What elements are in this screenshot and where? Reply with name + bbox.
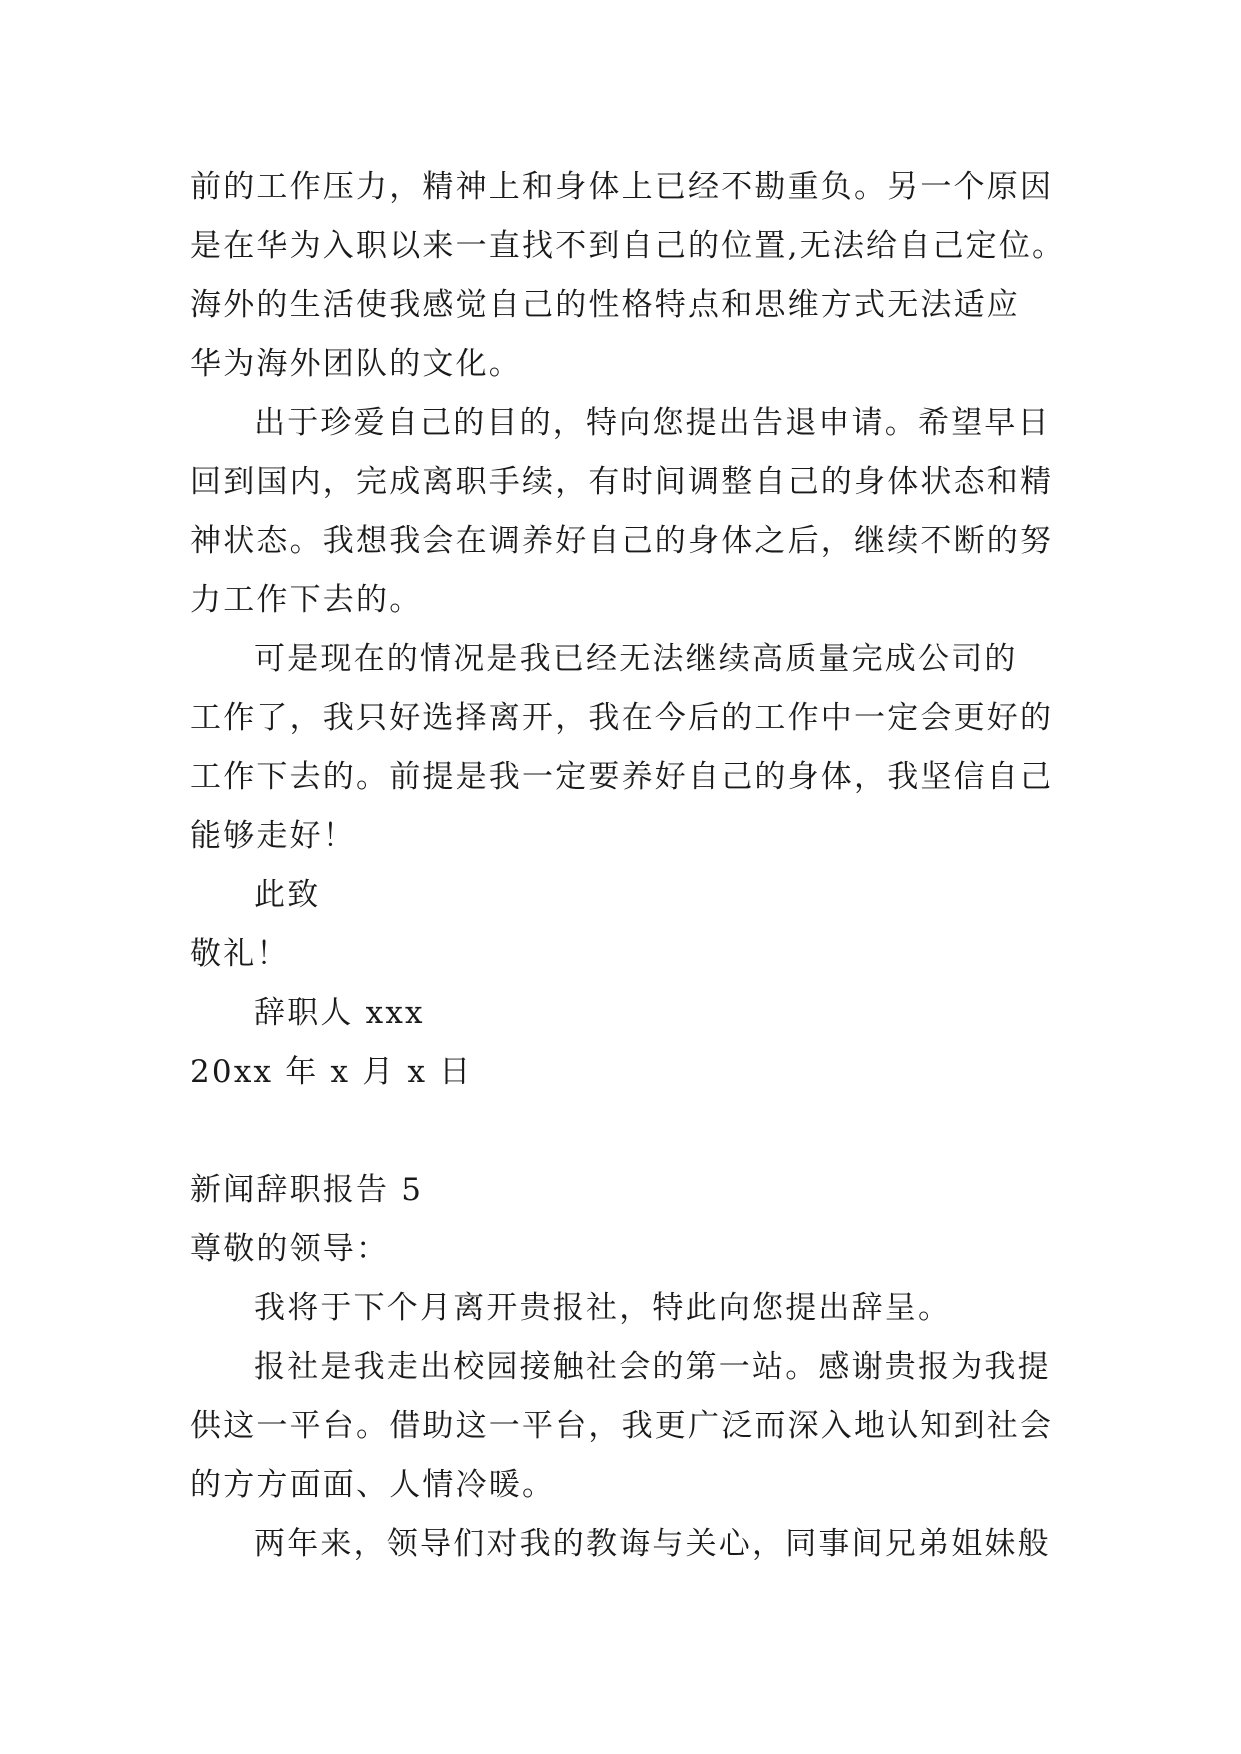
signature-line: 辞职人 xxx [254, 995, 425, 1031]
text-line: 是在华为入职以来一直找不到自己的位置,无法给自己定位。 [190, 228, 1066, 264]
date-line: 20xx 年 x 月 x 日 [190, 1054, 473, 1090]
text-line: 神状态。我想我会在调养好自己的身体之后，继续不断的努 [190, 523, 1054, 559]
text-line: 前的工作压力，精神上和身体上已经不勘重负。另一个原因 [190, 169, 1054, 205]
text-line: 出于珍爱自己的目的，特向您提出告退申请。希望早日 [254, 405, 1051, 441]
text-line: 的方方面面、人情冷暖。 [190, 1467, 556, 1503]
text-line: 工作了，我只好选择离开，我在今后的工作中一定会更好的 [190, 700, 1054, 736]
text-line: 工作下去的。前提是我一定要养好自己的身体，我坚信自己 [190, 759, 1054, 795]
text-line: 两年来，领导们对我的教诲与关心，同事间兄弟姐妹般 [254, 1526, 1051, 1562]
text-line: 报社是我走出校园接触社会的第一站。感谢贵报为我提 [254, 1349, 1051, 1385]
section-title: 新闻辞职报告 5 [190, 1172, 424, 1208]
text-line: 我将于下个月离开贵报社，特此向您提出辞呈。 [254, 1290, 952, 1326]
blank-line [190, 1102, 1090, 1161]
closing-regards: 敬礼！ [190, 936, 290, 972]
text-line: 供这一平台。借助这一平台，我更广泛而深入地认知到社会 [190, 1408, 1054, 1444]
salutation: 尊敬的领导： [190, 1231, 390, 1267]
text-line: 回到国内，完成离职手续，有时间调整自己的身体状态和精 [190, 464, 1054, 500]
text-line: 可是现在的情况是我已经无法继续高质量完成公司的 [254, 641, 1018, 677]
text-line: 海外的生活使我感觉自己的性格特点和思维方式无法适应 [190, 287, 1020, 323]
text-line: 华为海外团队的文化。 [190, 346, 522, 382]
closing-salutation: 此致 [254, 877, 321, 913]
text-line: 能够走好！ [190, 818, 356, 854]
document-body [190, 158, 1090, 1574]
text-line: 力工作下去的。 [190, 582, 423, 618]
